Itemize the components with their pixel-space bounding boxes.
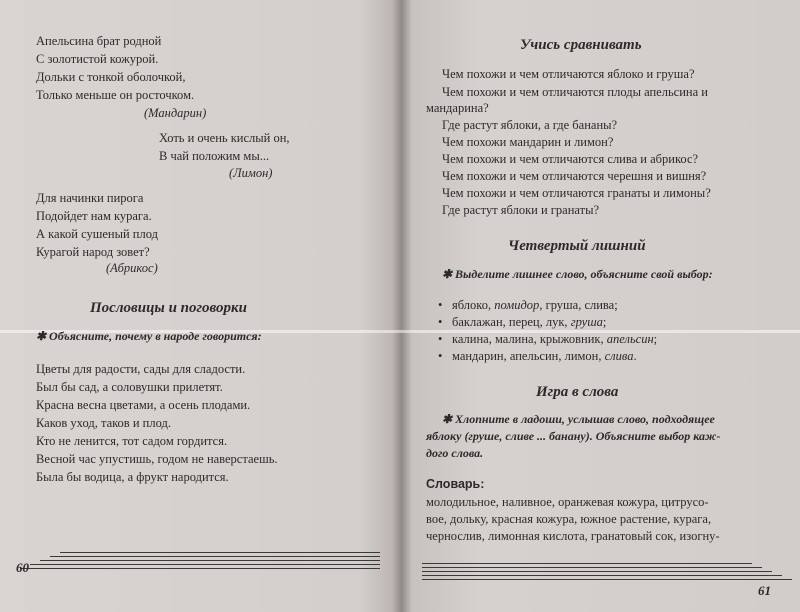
compare-line: Где растут яблоки, а где бананы? — [442, 118, 618, 132]
proverb-line: Весной час упустишь, годом не наверстаешь. — [36, 452, 278, 466]
compare-line: Чем похожи мандарин и лимон? — [442, 135, 614, 149]
riddle2-line: В чай положим мы... — [159, 149, 270, 163]
odd-instruction: ✱ Выделите лишнее слово, объясните свой выбор: — [442, 267, 713, 281]
compare-heading: Учись сравнивать — [520, 37, 642, 53]
game-instruction-line: дого слова. — [426, 446, 484, 460]
riddle2-line: Хоть и очень кислый он, — [159, 131, 290, 145]
footer-rule — [422, 563, 752, 564]
proverb-line: Каков уход, таков и плод. — [36, 416, 171, 430]
compare-line: мандарина? — [426, 101, 489, 115]
game-heading: Игра в слова — [536, 384, 619, 400]
proverb-line: Красна весна цветами, а осень плодами. — [36, 398, 251, 412]
proverb-line: Был бы сад, а соловушки прилетят. — [36, 380, 223, 394]
dictionary-line: молодильное, наливное, оранжевая кожура, цитрусо- — [426, 495, 709, 509]
riddle1-line: Только меньше он росточком. — [36, 88, 195, 102]
riddle1-line: Дольки с тонкой оболочкой, — [36, 70, 186, 84]
footer-rule — [422, 567, 762, 568]
compare-line: Чем похожи и чем отличаются яблоко и груша? — [442, 67, 695, 81]
footer-rule — [422, 579, 792, 580]
odd-heading: Четвертый лишний — [508, 238, 646, 254]
compare-line: Где растут яблоки и гранаты? — [442, 203, 600, 217]
footer-rule — [60, 552, 380, 553]
proverb-line: Кто не ленится, тот садом гордится. — [36, 434, 228, 448]
compare-line: Чем похожи и чем отличаются гранаты и лимоны? — [442, 186, 711, 200]
dictionary-line: вое, дольку, красная кожура, южное растение, курага, — [426, 512, 712, 526]
compare-line: Чем похожи и чем отличаются плоды апельсина и — [442, 85, 708, 99]
compare-line: Чем похожи и чем отличаются черешня и вишня? — [442, 169, 707, 183]
proverb-line: Была бы водица, а фрукт народится. — [36, 470, 229, 484]
riddle3-answer: (Абрикос) — [106, 261, 158, 275]
riddle3-line: Курагой народ зовет? — [36, 245, 150, 259]
riddle3-line: Для начинки пирога — [36, 191, 144, 205]
odd-item: • баклажан, перец, лук, груша; — [452, 314, 606, 332]
footer-rule — [30, 564, 380, 565]
game-instruction-line: ✱ Хлопните в ладоши, услышав слово, подходящее — [442, 412, 715, 426]
footer-rule — [20, 568, 380, 569]
riddle1-line: С золотистой кожурой. — [36, 52, 159, 66]
footer-rule — [40, 560, 380, 561]
odd-item: • яблоко, помидор, груша, слива; — [452, 297, 618, 315]
riddle1-answer: (Мандарин) — [144, 106, 207, 120]
proverbs-heading: Пословицы и поговорки — [90, 300, 247, 316]
footer-rule — [50, 556, 380, 557]
riddle3-line: Подойдет нам курага. — [36, 209, 152, 223]
riddle2-answer: (Лимон) — [229, 166, 273, 180]
odd-item: • мандарин, апельсин, лимон, слива. — [452, 348, 637, 366]
riddle3-line: А какой сушеный плод — [36, 227, 158, 241]
proverb-line: Цветы для радости, сады для сладости. — [36, 362, 246, 376]
compare-line: Чем похожи и чем отличаются слива и абрикос? — [442, 152, 699, 166]
dictionary-label: Словарь: — [426, 477, 485, 491]
game-instruction-line: яблоку (груше, сливе ... банану). Объясните выбор каж- — [426, 429, 721, 443]
footer-rule — [422, 571, 772, 572]
proverbs-instruction: ✱ Объясните, почему в народе говорится: — [36, 329, 262, 343]
dictionary-line: чернослив, лимонная кислота, гранатовый сок, изогну- — [426, 529, 720, 543]
footer-rule — [422, 575, 782, 576]
right-page — [400, 0, 800, 612]
odd-item: • калина, малина, крыжовник, апельсин; — [452, 331, 657, 349]
riddle1-line: Апельсина брат родной — [36, 34, 162, 48]
page-number-right: 61 — [758, 583, 771, 598]
page-number-left: 60 — [16, 560, 29, 575]
